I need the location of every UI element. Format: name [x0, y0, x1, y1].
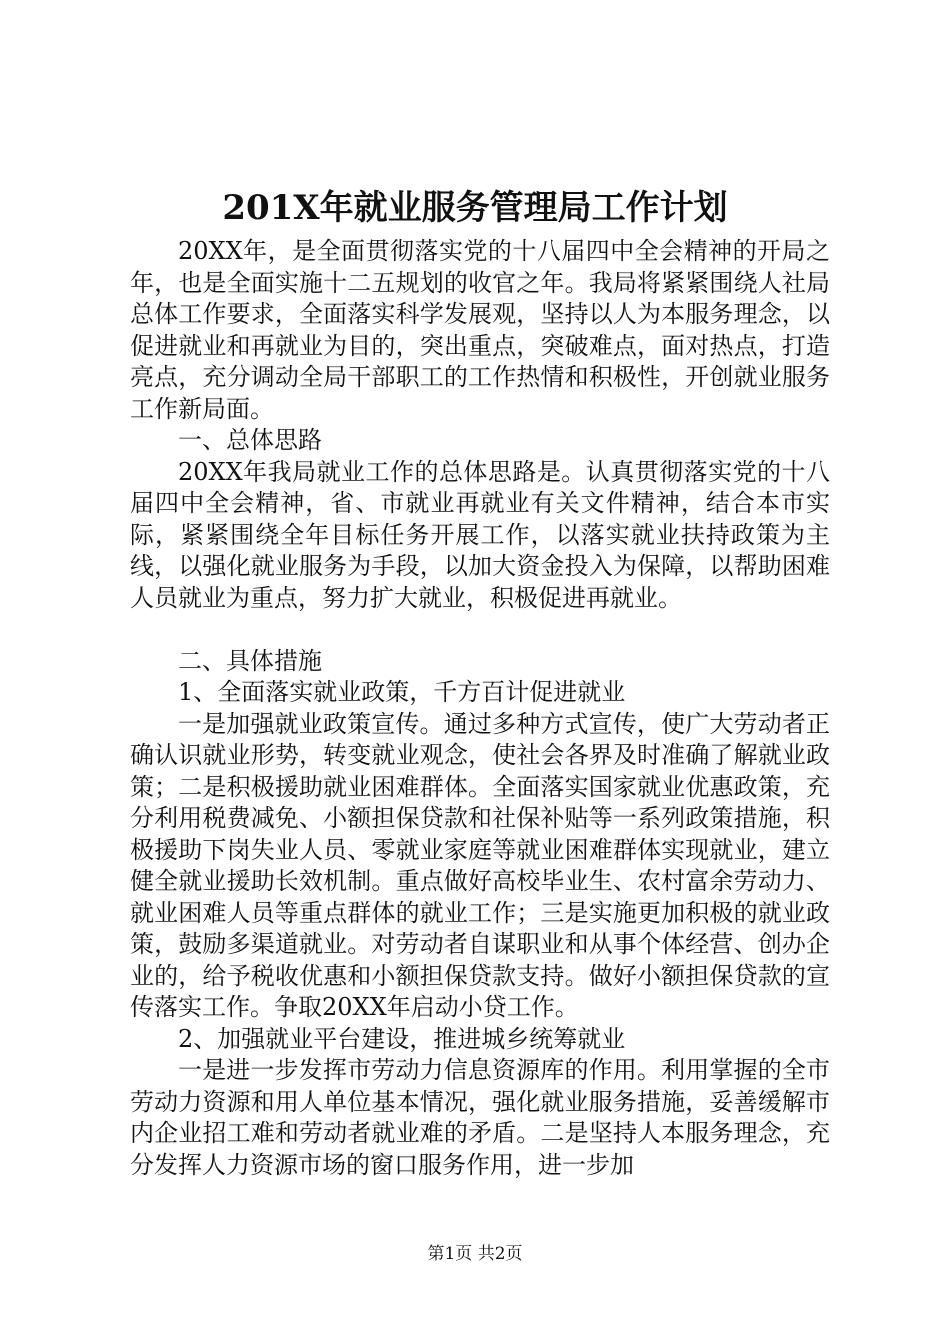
- page-number-footer: 第1页 共2页: [427, 1244, 523, 1264]
- section-heading-overall: 一、总体思路: [178, 426, 322, 454]
- subheading-policy: 1、全面落实就业政策，千方百计促进就业: [178, 678, 626, 706]
- document-body: [130, 236, 830, 1181]
- document-title: 201X年就业服务管理局工作计划: [222, 188, 728, 228]
- platform-paragraph: 一是进一步发挥市劳动力信息资源库的作用。利用掌握的全市劳动力资源和用人单位基本情况，强化就业服务措施，妥善缓解市内企业招工难和劳动者就业难的矛盾。二是坚持人本服务理念，充分发挥人力资源市场的窗口服务作用，进一步加: [130, 1056, 830, 1179]
- policy-paragraph: 一是加强就业政策宣传。通过多种方式宣传，使广大劳动者正确认识就业形势，转变就业观念，使社会各界及时准确了解就业政策；二是积极援助就业困难群体。全面落实国家就业优惠政策，充分利用税费减免、小额担保贷款和社保补贴等一系列政策措施，积极援助下岗失业人员、零就业家庭等就业困难群体实现就业，建立健全就业援助长效机制。重点做好高校毕业生、农村富余劳动力、就业困难人员等重点群体的就业工作；三是实施更加积极的就业政策，鼓励多渠道就业。对劳动者自谋职业和从事个体经营、创办企业的，给予税收优惠和小额担保贷款支持。做好小额担保贷款的宣传落实工作。争取20XX年启动小贷工作。: [130, 709, 830, 1021]
- section-heading-measures: 二、具体措施: [178, 646, 322, 675]
- paragraph-gap: [130, 614, 830, 646]
- subheading-platform: 2、加强就业平台建设，推进城乡统筹就业: [178, 1024, 626, 1053]
- intro-paragraph: 20XX年，是全面贯彻落实党的十八届四中全会精神的开局之年，也是全面实施十二五规划的收官之年。我局将紧紧围绕人社局总体工作要求，全面落实科学发展观，坚持以人为本服务理念，以促进就业和再就业为目的，突出重点，突破难点，面对热点，打造亮点，充分调动全局干部职工的工作热情和积极性，开创就业服务工作新局面。: [130, 237, 830, 423]
- overall-paragraph: 20XX年我局就业工作的总体思路是。认真贯彻落实党的十八届四中全会精神，省、市就业再就业有关文件精神，结合本市实际，紧紧围绕全年目标任务开展工作，以落实就业扶持政策为主线，以强化就业服务为手段，以加大资金投入为保障，以帮助困难人员就业为重点，努力扩大就业，积极促进再就业。: [130, 457, 830, 612]
